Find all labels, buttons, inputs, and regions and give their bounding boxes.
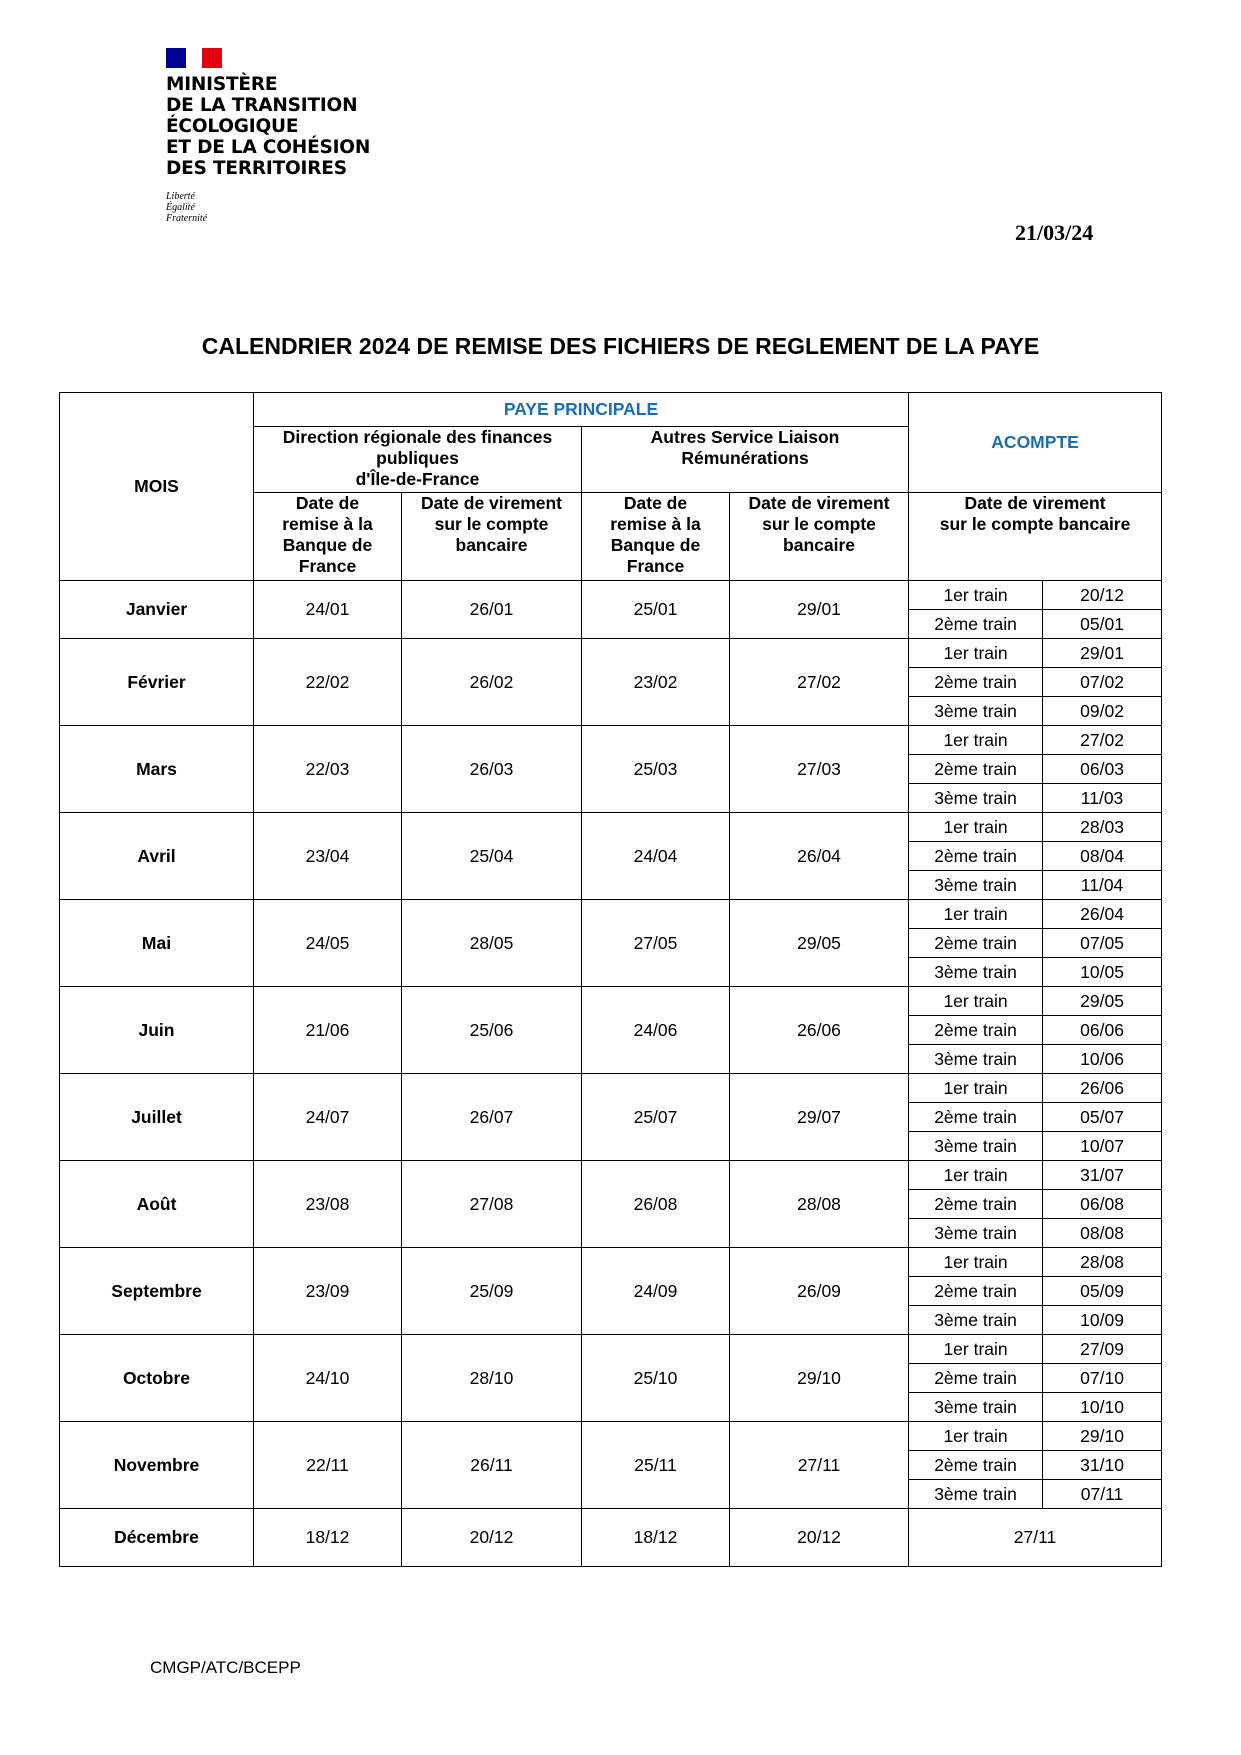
acompte-date-cell: 27/11 [909,1509,1162,1567]
acompte-header: ACOMPTE [909,393,1162,493]
acompte-train-date: 11/04 [1043,871,1162,900]
drfip-remise-cell: 23/08 [254,1161,402,1248]
acompte-train-date: 29/01 [1043,639,1162,668]
ministry-logo [166,48,370,224]
aslr-line: Rémunérations [681,448,809,468]
ministry-line: DES TERRITOIRES [166,158,347,179]
acompte-train-label: 2ème train [909,1451,1043,1480]
month-row [60,581,1162,610]
acompte-train-date: 06/03 [1043,755,1162,784]
aslr-remise-cell: 27/05 [582,900,730,987]
acompte-train-label: 1er train [909,639,1043,668]
drfip-virement-cell: 26/11 [402,1422,582,1509]
aslr-virement-cell: 29/05 [730,900,909,987]
aslr-remise-cell: 24/04 [582,813,730,900]
footer-reference: CMGP/ATC/BCEPP [150,1658,301,1677]
acompte-train-label: 2ème train [909,610,1043,639]
drfip-virement-cell: 27/08 [402,1161,582,1248]
drfip-remise-cell: 18/12 [254,1509,402,1567]
remise-line: remise à la [610,514,701,534]
acompte-train-date: 11/03 [1043,784,1162,813]
aslr-virement-cell: 27/03 [730,726,909,813]
acompte-train-date: 28/03 [1043,813,1162,842]
aslr-remise-cell: 18/12 [582,1509,730,1567]
virement-line: sur le compte [434,514,549,534]
drfip-remise-cell: 24/05 [254,900,402,987]
aslr-remise-cell: 25/07 [582,1074,730,1161]
drfip-remise-cell: 21/06 [254,987,402,1074]
month-name: Novembre [60,1422,254,1509]
aslr-virement-cell: 27/02 [730,639,909,726]
drfip-header [254,427,582,493]
document-date: 21/03/24 [1015,220,1094,245]
acompte-train-label: 2ème train [909,1190,1043,1219]
aslr-virement-cell: 29/07 [730,1074,909,1161]
acompte-train-date: 10/09 [1043,1306,1162,1335]
aslr-virement-cell: 28/08 [730,1161,909,1248]
drfip-line: Direction régionale des finances [282,427,553,447]
acompte-train-label: 2ème train [909,929,1043,958]
acompte-train-date: 07/11 [1043,1480,1162,1509]
mois-header: MOIS [60,393,254,581]
acompte-train-label: 1er train [909,581,1043,610]
remise-line: Banque de [282,535,373,555]
acompte-train-label: 1er train [909,726,1043,755]
aslr-remise-cell: 24/06 [582,987,730,1074]
aslr-remise-cell: 24/09 [582,1248,730,1335]
month-row [60,639,1162,668]
drfip-remise-cell: 22/03 [254,726,402,813]
acompte-train-label: 1er train [909,1074,1043,1103]
acompte-train-date: 27/09 [1043,1335,1162,1364]
acompte-train-date: 07/02 [1043,668,1162,697]
month-name: Juin [60,987,254,1074]
drfip-remise-cell: 22/11 [254,1422,402,1509]
acompte-train-label: 3ème train [909,871,1043,900]
month-row [60,987,1162,1016]
month-row [60,900,1162,929]
virement-line: bancaire [783,535,856,555]
month-name: Décembre [60,1509,254,1567]
acompte-date-line: sur le compte bancaire [939,514,1131,534]
month-row [60,1161,1162,1190]
acompte-train-date: 29/10 [1043,1422,1162,1451]
month-name: Janvier [60,581,254,639]
month-name: Septembre [60,1248,254,1335]
remise-line: France [298,556,357,576]
aslr-line: Autres Service Liaison [650,427,840,447]
drfip-line: d'Île-de-France [355,469,480,489]
acompte-train-label: 1er train [909,1335,1043,1364]
acompte-train-label: 1er train [909,1161,1043,1190]
remise-line: Date de [295,493,360,513]
acompte-train-date: 31/07 [1043,1161,1162,1190]
acompte-train-label: 3ème train [909,1480,1043,1509]
acompte-train-date: 07/10 [1043,1364,1162,1393]
ministry-line: ET DE LA COHÉSION [166,137,371,158]
acompte-train-label: 2ème train [909,755,1043,784]
motto-line: Fraternité [166,213,208,224]
acompte-train-date: 29/05 [1043,987,1162,1016]
republic-motto [166,191,370,224]
remise-line: Date de [623,493,688,513]
drfip-remise-cell: 23/04 [254,813,402,900]
virement-line: bancaire [455,535,528,555]
acompte-train-label: 1er train [909,813,1043,842]
motto-line: Liberté [166,191,195,202]
aslr-header [582,427,909,493]
acompte-train-label: 3ème train [909,1132,1043,1161]
drfip-virement-cell: 25/09 [402,1248,582,1335]
acompte-train-label: 2ème train [909,842,1043,871]
aslr-remise-cell: 25/11 [582,1422,730,1509]
drfip-virement-cell: 20/12 [402,1509,582,1567]
month-name: Octobre [60,1335,254,1422]
drfip-virement-cell: 26/01 [402,581,582,639]
ministry-name [166,74,370,179]
aslr-virement-cell: 27/11 [730,1422,909,1509]
month-row [60,1422,1162,1451]
acompte-train-label: 2ème train [909,1016,1043,1045]
acompte-train-date: 05/07 [1043,1103,1162,1132]
virement-line: sur le compte [762,514,876,534]
acompte-train-date: 08/08 [1043,1219,1162,1248]
drfip-remise-cell: 23/09 [254,1248,402,1335]
acompte-train-label: 1er train [909,987,1043,1016]
aslr-remise-cell: 25/03 [582,726,730,813]
acompte-train-date: 05/01 [1043,610,1162,639]
payroll-calendar-table [59,392,1162,1567]
month-name: Mars [60,726,254,813]
remise-line: France [626,556,685,576]
acompte-train-date: 06/06 [1043,1016,1162,1045]
ministry-line: DE LA TRANSITION [166,95,358,116]
aslr-virement-header [730,493,909,581]
drfip-virement-cell: 28/05 [402,900,582,987]
acompte-train-date: 10/06 [1043,1045,1162,1074]
virement-line: Date de virement [420,493,563,513]
acompte-train-label: 3ème train [909,958,1043,987]
acompte-train-label: 3ème train [909,784,1043,813]
month-name: Août [60,1161,254,1248]
acompte-train-date: 05/09 [1043,1277,1162,1306]
drfip-virement-cell: 26/03 [402,726,582,813]
month-name: Avril [60,813,254,900]
aslr-remise-cell: 25/01 [582,581,730,639]
remise-line: Banque de [610,535,701,555]
drfip-virement-cell: 25/06 [402,987,582,1074]
aslr-virement-cell: 26/04 [730,813,909,900]
aslr-virement-cell: 26/06 [730,987,909,1074]
acompte-train-label: 3ème train [909,697,1043,726]
acompte-train-label: 2ème train [909,1364,1043,1393]
month-row [60,1509,1162,1567]
drfip-virement-cell: 28/10 [402,1335,582,1422]
month-row [60,1335,1162,1364]
virement-line: Date de virement [748,493,890,513]
drfip-virement-header [402,493,582,581]
remise-line: remise à la [282,514,373,534]
acompte-train-date: 06/08 [1043,1190,1162,1219]
acompte-train-date: 20/12 [1043,581,1162,610]
drfip-line: publiques [376,448,459,468]
month-row [60,1074,1162,1103]
acompte-train-date: 10/07 [1043,1132,1162,1161]
paye-principale-header: PAYE PRINCIPALE [254,393,909,427]
month-row [60,726,1162,755]
aslr-remise-cell: 26/08 [582,1161,730,1248]
acompte-train-date: 10/10 [1043,1393,1162,1422]
month-name: Mai [60,900,254,987]
acompte-train-label: 1er train [909,900,1043,929]
drfip-remise-cell: 22/02 [254,639,402,726]
acompte-train-label: 1er train [909,1248,1043,1277]
drfip-virement-cell: 25/04 [402,813,582,900]
month-row [60,1248,1162,1277]
acompte-train-label: 2ème train [909,668,1043,697]
aslr-virement-cell: 29/10 [730,1335,909,1422]
acompte-train-date: 08/04 [1043,842,1162,871]
acompte-train-date: 07/05 [1043,929,1162,958]
acompte-date-header [909,493,1162,581]
document-title: CALENDRIER 2024 DE REMISE DES FICHIERS DE REGLEMENT DE LA PAYE [201,333,1040,359]
aslr-virement-cell: 29/01 [730,581,909,639]
acompte-train-date: 26/06 [1043,1074,1162,1103]
acompte-train-date: 27/02 [1043,726,1162,755]
aslr-remise-cell: 25/10 [582,1335,730,1422]
aslr-virement-cell: 26/09 [730,1248,909,1335]
acompte-date-line: Date de virement [964,493,1106,513]
acompte-train-label: 2ème train [909,1277,1043,1306]
motto-line: Égalité [166,202,195,213]
aslr-virement-cell: 20/12 [730,1509,909,1567]
acompte-train-date: 31/10 [1043,1451,1162,1480]
drfip-remise-cell: 24/10 [254,1335,402,1422]
month-name: Juillet [60,1074,254,1161]
acompte-train-label: 2ème train [909,1103,1043,1132]
month-name: Février [60,639,254,726]
drfip-virement-cell: 26/02 [402,639,582,726]
drfip-remise-header [254,493,402,581]
acompte-train-date: 26/04 [1043,900,1162,929]
acompte-train-label: 3ème train [909,1306,1043,1335]
drfip-remise-cell: 24/01 [254,581,402,639]
aslr-remise-cell: 23/02 [582,639,730,726]
acompte-train-label: 3ème train [909,1045,1043,1074]
drfip-virement-cell: 26/07 [402,1074,582,1161]
ministry-line: ÉCOLOGIQUE [166,116,299,137]
drfip-remise-cell: 24/07 [254,1074,402,1161]
acompte-train-label: 3ème train [909,1393,1043,1422]
marianne-flag-icon [166,48,222,68]
acompte-train-date: 09/02 [1043,697,1162,726]
acompte-train-date: 10/05 [1043,958,1162,987]
month-row [60,813,1162,842]
acompte-train-date: 28/08 [1043,1248,1162,1277]
acompte-train-label: 1er train [909,1422,1043,1451]
aslr-remise-header [582,493,730,581]
acompte-train-label: 3ème train [909,1219,1043,1248]
ministry-line: MINISTÈRE [166,74,278,95]
